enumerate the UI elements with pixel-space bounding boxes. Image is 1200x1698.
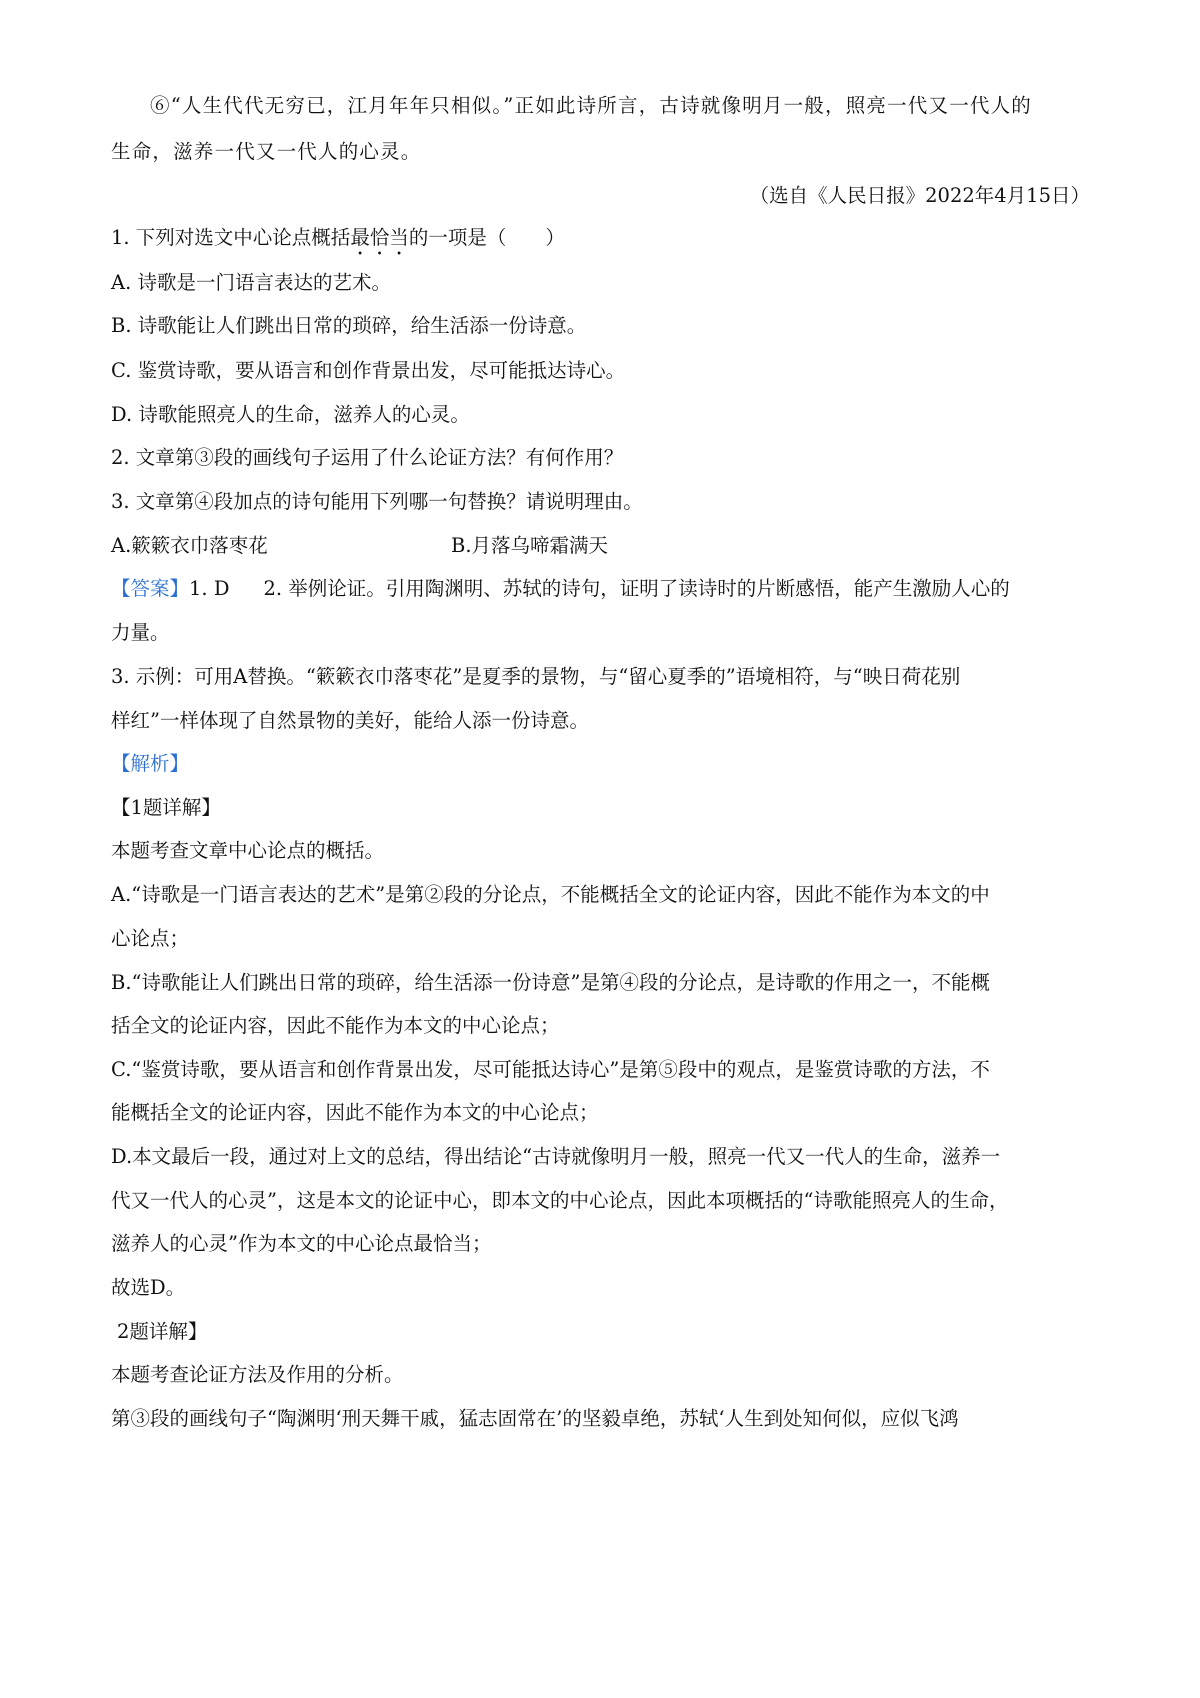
question-1-option-d: D. 诗歌能照亮人的生命，滋养人的心灵。 — [111, 403, 470, 426]
underlined-quote: 陶渊明‘刑天舞干戚，猛志固常在’的坚毅卓绝，苏轼‘人生到处知何似，应似飞鸿 — [276, 1407, 959, 1430]
question-1-stem — [111, 223, 1100, 260]
answer-line1 — [111, 574, 1100, 604]
analysis-q1-c-line1: C.“鉴赏诗歌，要从语言和创作背景出发，尽可能抵达诗心”是第⑤段中的观点，是鉴赏诗歌的方法，不 — [111, 1058, 990, 1081]
question-3-option-a: A.簌簌衣巾落枣花 — [111, 534, 268, 557]
question-3-options — [111, 531, 1100, 561]
answer-2-line1: 2. 举例论证。引用陶渊明、苏轼的诗句，证明了读诗时的片断感悟，能产生激励人心的 — [263, 577, 1010, 600]
question-3-stem: 3. 文章第④段加点的诗句能用下列哪一句替换？请说明理由。 — [111, 490, 643, 513]
question-1-stem-end: 的一项是（ ） — [408, 226, 565, 249]
question-1-option-b: B. 诗歌能让人们跳出日常的琐碎，给生活添一份诗意。 — [111, 314, 587, 337]
analysis-q1-intro: 本题考查文章中心论点的概括。 — [111, 839, 385, 862]
analysis-q2-line1 — [111, 1404, 1100, 1434]
question-3-option-b: B.月落乌啼霜满天 — [451, 534, 609, 557]
answer-2-line2: 力量。 — [111, 621, 170, 644]
answer-3-line2: 样红”一样体现了自然景物的美好，能给人添一份诗意。 — [111, 709, 589, 732]
question-1-option-a: A. 诗歌是一门语言表达的艺术。 — [111, 271, 391, 294]
analysis-q1-d-line2: 代又一代人的心灵”，这是本文的论证中心，即本文的中心论点，因此本项概括的“诗歌能照亮人的生命， — [111, 1189, 1009, 1212]
question-1-option-c: C. 鉴赏诗歌，要从语言和创作背景出发，尽可能抵达诗心。 — [111, 359, 626, 382]
passage-para6-line2: 生命，滋养一代又一代人的心灵。 — [111, 140, 422, 163]
answer-1: 1. D — [189, 577, 230, 600]
analysis-q2-intro: 本题考查论证方法及作用的分析。 — [111, 1363, 404, 1386]
analysis-q1-b-line1: B.“诗歌能让人们跳出日常的琐碎，给生活添一份诗意”是第④段的分论点，是诗歌的作用之一，不能概 — [111, 971, 990, 994]
analysis-tag: 【解析】 — [111, 752, 190, 775]
analysis-q2-line1-text: 第③段的画线句子“ — [111, 1407, 277, 1430]
analysis-q1-b-line2: 括全文的论证内容，因此不能作为本文的中心论点； — [111, 1014, 560, 1037]
analysis-q2-heading: 2题详解】 — [117, 1320, 208, 1343]
question-2-stem: 2. 文章第③段的画线句子运用了什么论证方法？有何作用？ — [111, 446, 624, 469]
passage-source: （选自《人民日报》2022年4月15日） — [749, 184, 1090, 207]
analysis-q1-c-line2: 能概括全文的论证内容，因此不能作为本文的中心论点； — [111, 1101, 599, 1124]
analysis-q1-d-line3: 滋养人的心灵”作为本文的中心论点最恰当； — [111, 1232, 492, 1255]
answer-tag: 【答案】 — [111, 577, 190, 600]
emphasis-dots: 最恰当 — [350, 226, 409, 249]
analysis-q1-conclusion: 故选D。 — [111, 1276, 186, 1299]
analysis-q1-heading: 【1题详解】 — [111, 796, 221, 819]
passage-para6-line1: ⑥“人生代代无穷已，江月年年只相似。”正如此诗所言，古诗就像明月一般，照亮一代又一代人的 — [150, 94, 1032, 117]
analysis-q1-d-line1: D.本文最后一段，通过对上文的总结，得出结论“古诗就像明月一般，照亮一代又一代人的生命，滋养一 — [111, 1145, 1001, 1168]
analysis-q1-a-line2: 心论点； — [111, 927, 190, 950]
analysis-q1-a-line1: A.“诗歌是一门语言表达的艺术”是第②段的分论点，不能概括全文的论证内容，因此不能作为本文的中 — [111, 883, 990, 906]
question-1-stem-text: 1. 下列对选文中心论点概括 — [111, 226, 351, 249]
answer-3-line1: 3. 示例：可用A替换。“簌簌衣巾落枣花”是夏季的景物，与“留心夏季的”语境相符，与“映日荷花别 — [111, 665, 961, 688]
